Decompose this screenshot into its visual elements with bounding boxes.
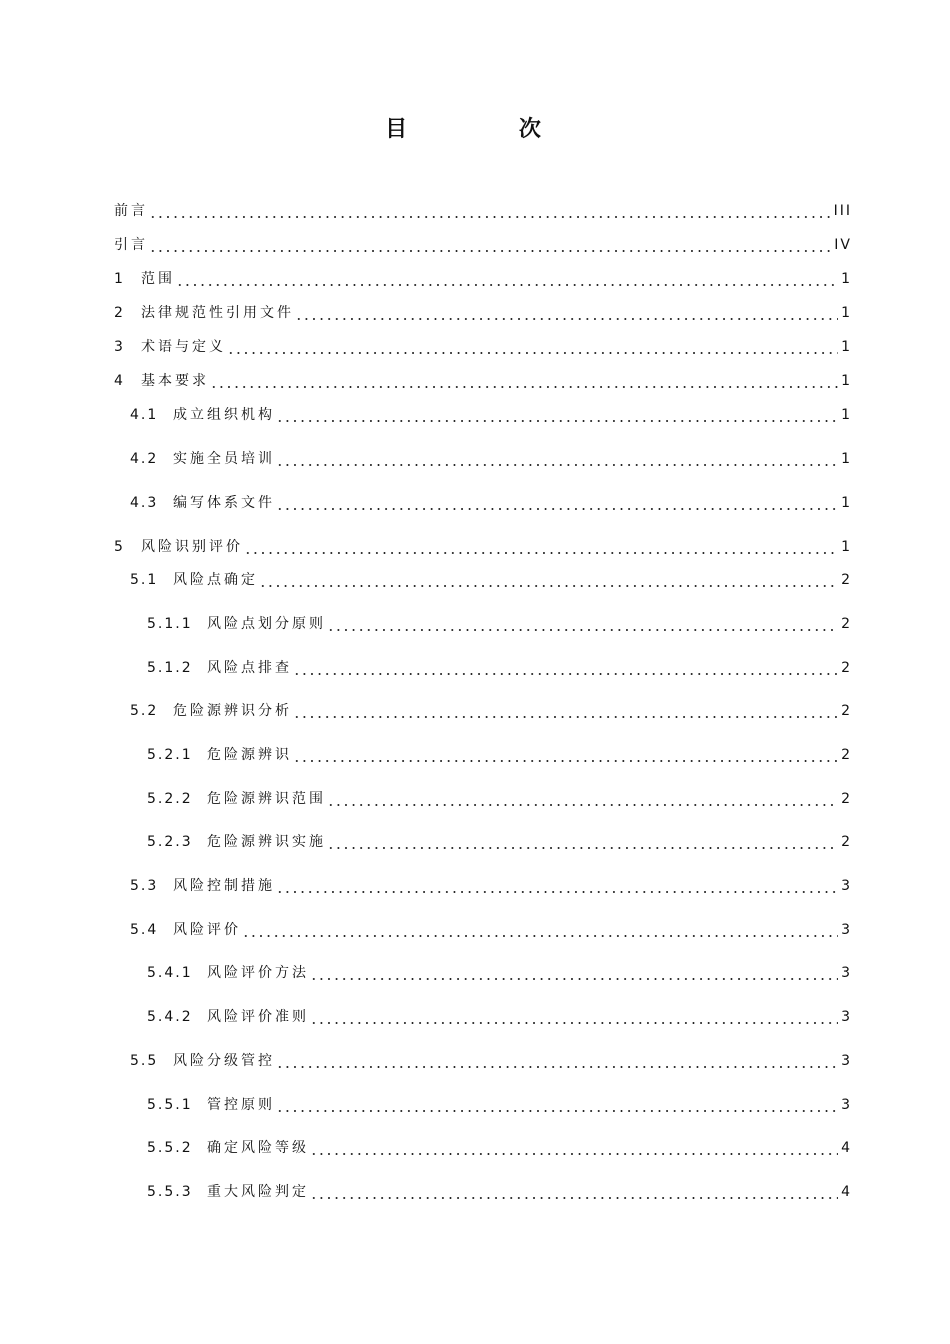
dot-leader	[293, 698, 838, 724]
toc-entry-label: 前言	[114, 203, 148, 219]
toc-entry[interactable]	[114, 1179, 852, 1205]
toc-entry-number: 5.5	[130, 1053, 159, 1069]
toc-entry-number: 5.1	[130, 572, 159, 588]
toc-entry-page-number: 3	[841, 1053, 852, 1069]
dot-leader	[149, 232, 831, 258]
dot-leader	[293, 655, 838, 681]
toc-entry-page-number: 2	[841, 616, 852, 632]
toc-entry[interactable]	[114, 742, 852, 768]
dot-leader	[276, 402, 838, 428]
dot-leader	[310, 960, 838, 986]
toc-entry-label: 范围	[141, 271, 175, 287]
dot-leader	[327, 786, 838, 812]
toc-entry-label: 风险评价准则	[207, 1009, 309, 1025]
toc-entry[interactable]	[114, 960, 852, 986]
toc-entry-label: 实施全员培训	[173, 451, 275, 467]
toc-entry[interactable]	[114, 786, 852, 812]
dot-leader	[310, 1179, 838, 1205]
toc-entry-number: 5.5.1	[147, 1097, 193, 1113]
toc-entry-label: 风险点排查	[207, 660, 292, 676]
toc-entry-page-number: 1	[841, 305, 852, 321]
toc-entry-label: 危险源辨识范围	[207, 791, 326, 807]
dot-leader	[276, 873, 838, 899]
toc-entry-label: 管控原则	[207, 1097, 275, 1113]
toc-entry-page-number: 3	[841, 1009, 852, 1025]
toc-entry-page-number: 1	[841, 373, 852, 389]
dot-leader	[176, 266, 838, 292]
dot-leader	[244, 534, 838, 560]
toc-entry-page-number: 2	[841, 834, 852, 850]
toc-entry-label: 编写体系文件	[173, 495, 275, 511]
toc-entry-label: 风险点确定	[173, 572, 258, 588]
dot-leader	[242, 917, 838, 943]
toc-entry-label: 确定风险等级	[207, 1140, 309, 1156]
toc-entry[interactable]	[114, 655, 852, 681]
toc-entry-number: 2	[114, 305, 125, 321]
toc-entry-page-number: 1	[841, 539, 852, 555]
toc-entry-number: 5.2.3	[147, 834, 193, 850]
toc-entry-label: 引言	[114, 237, 148, 253]
toc-entry[interactable]	[114, 917, 852, 943]
toc-entry-number: 5	[114, 539, 125, 555]
toc-entry[interactable]	[114, 300, 852, 326]
dot-leader	[295, 300, 838, 326]
toc-entry-label: 危险源辨识	[207, 747, 292, 763]
toc-entry-label: 重大风险判定	[207, 1184, 309, 1200]
dot-leader	[227, 334, 838, 360]
toc-entry-page-number: 2	[841, 791, 852, 807]
toc-entry-number: 4	[114, 373, 125, 389]
toc-entry[interactable]	[114, 1092, 852, 1118]
toc-entry-page-number: 2	[841, 747, 852, 763]
dot-leader	[276, 490, 838, 516]
dot-leader	[293, 742, 838, 768]
toc-entry-label: 风险控制措施	[173, 878, 275, 894]
toc-entry-label: 风险分级管控	[173, 1053, 275, 1069]
toc-entry-number: 1	[114, 271, 125, 287]
toc-entry[interactable]	[114, 198, 852, 224]
toc-entry-number: 5.2.1	[147, 747, 193, 763]
toc-entry[interactable]	[114, 534, 852, 560]
toc-entry-label: 风险评价	[173, 922, 241, 938]
dot-leader	[276, 446, 838, 472]
dot-leader	[276, 1092, 838, 1118]
toc-entry-number: 5.4.1	[147, 965, 193, 981]
toc-entry-page-number: 3	[841, 1097, 852, 1113]
toc-entry[interactable]	[114, 1135, 852, 1161]
toc-entry-number: 5.4	[130, 922, 159, 938]
toc-entry[interactable]	[114, 1048, 852, 1074]
toc-entry-page-number: 3	[841, 878, 852, 894]
toc-entry-number: 5.4.2	[147, 1009, 193, 1025]
toc-entry-page-number: IV	[834, 237, 852, 253]
dot-leader	[210, 368, 838, 394]
dot-leader	[310, 1004, 838, 1030]
toc-entry-label: 基本要求	[141, 373, 209, 389]
dot-leader	[310, 1135, 838, 1161]
toc-entry-number: 5.3	[130, 878, 159, 894]
toc-entry-number: 4.3	[130, 495, 159, 511]
toc-entry-page-number: 3	[841, 965, 852, 981]
toc-entry-label: 危险源辨识实施	[207, 834, 326, 850]
toc-entry[interactable]	[114, 873, 852, 899]
toc-entry-page-number: 4	[841, 1184, 852, 1200]
toc-entry-number: 5.5.2	[147, 1140, 193, 1156]
toc-entry-page-number: 1	[841, 339, 852, 355]
toc-entry-page-number: 1	[841, 451, 852, 467]
toc-entry-label: 危险源辨识分析	[173, 703, 292, 719]
toc-entry-page-number: 1	[841, 407, 852, 423]
toc-entry[interactable]	[114, 232, 852, 258]
toc-entry[interactable]	[114, 1004, 852, 1030]
toc-entry[interactable]	[114, 611, 852, 637]
toc-entry-number: 3	[114, 339, 125, 355]
toc-title: 目 次	[385, 117, 593, 142]
toc-entry[interactable]	[114, 829, 852, 855]
toc-entry-page-number: 4	[841, 1140, 852, 1156]
toc-entry[interactable]	[114, 368, 852, 394]
toc-entry-number: 5.1.1	[147, 616, 193, 632]
toc-entry-label: 法律规范性引用文件	[141, 305, 294, 321]
toc-entry-number: 4.1	[130, 407, 159, 423]
toc-entry-page-number: 2	[841, 660, 852, 676]
toc-entry-page-number: 2	[841, 572, 852, 588]
toc-entry[interactable]	[114, 402, 852, 428]
toc-entry[interactable]	[114, 266, 852, 292]
toc-entry-label: 成立组织机构	[173, 407, 275, 423]
toc-entry-label: 风险评价方法	[207, 965, 309, 981]
toc-entry-number: 5.2	[130, 703, 159, 719]
toc-entry-label: 术语与定义	[141, 339, 226, 355]
toc-entry-number: 5.5.3	[147, 1184, 193, 1200]
toc-entry-page-number: 3	[841, 922, 852, 938]
toc-entry[interactable]	[114, 567, 852, 593]
toc-entry-page-number: 2	[841, 703, 852, 719]
dot-leader	[276, 1048, 838, 1074]
dot-leader	[259, 567, 838, 593]
toc-entry[interactable]	[114, 490, 852, 516]
toc-entry-page-number: 1	[841, 495, 852, 511]
toc-entry-number: 5.1.2	[147, 660, 193, 676]
toc-entry[interactable]	[114, 446, 852, 472]
toc-entry-label: 风险识别评价	[141, 539, 243, 555]
dot-leader	[327, 611, 838, 637]
toc-entry[interactable]	[114, 334, 852, 360]
toc-entry-number: 5.2.2	[147, 791, 193, 807]
toc-entry-number: 4.2	[130, 451, 159, 467]
toc-entry[interactable]	[114, 698, 852, 724]
toc-entry-page-number: 1	[841, 271, 852, 287]
toc-entry-label: 风险点划分原则	[207, 616, 326, 632]
dot-leader	[149, 198, 831, 224]
dot-leader	[327, 829, 838, 855]
toc-entry-page-number: III	[833, 203, 852, 219]
